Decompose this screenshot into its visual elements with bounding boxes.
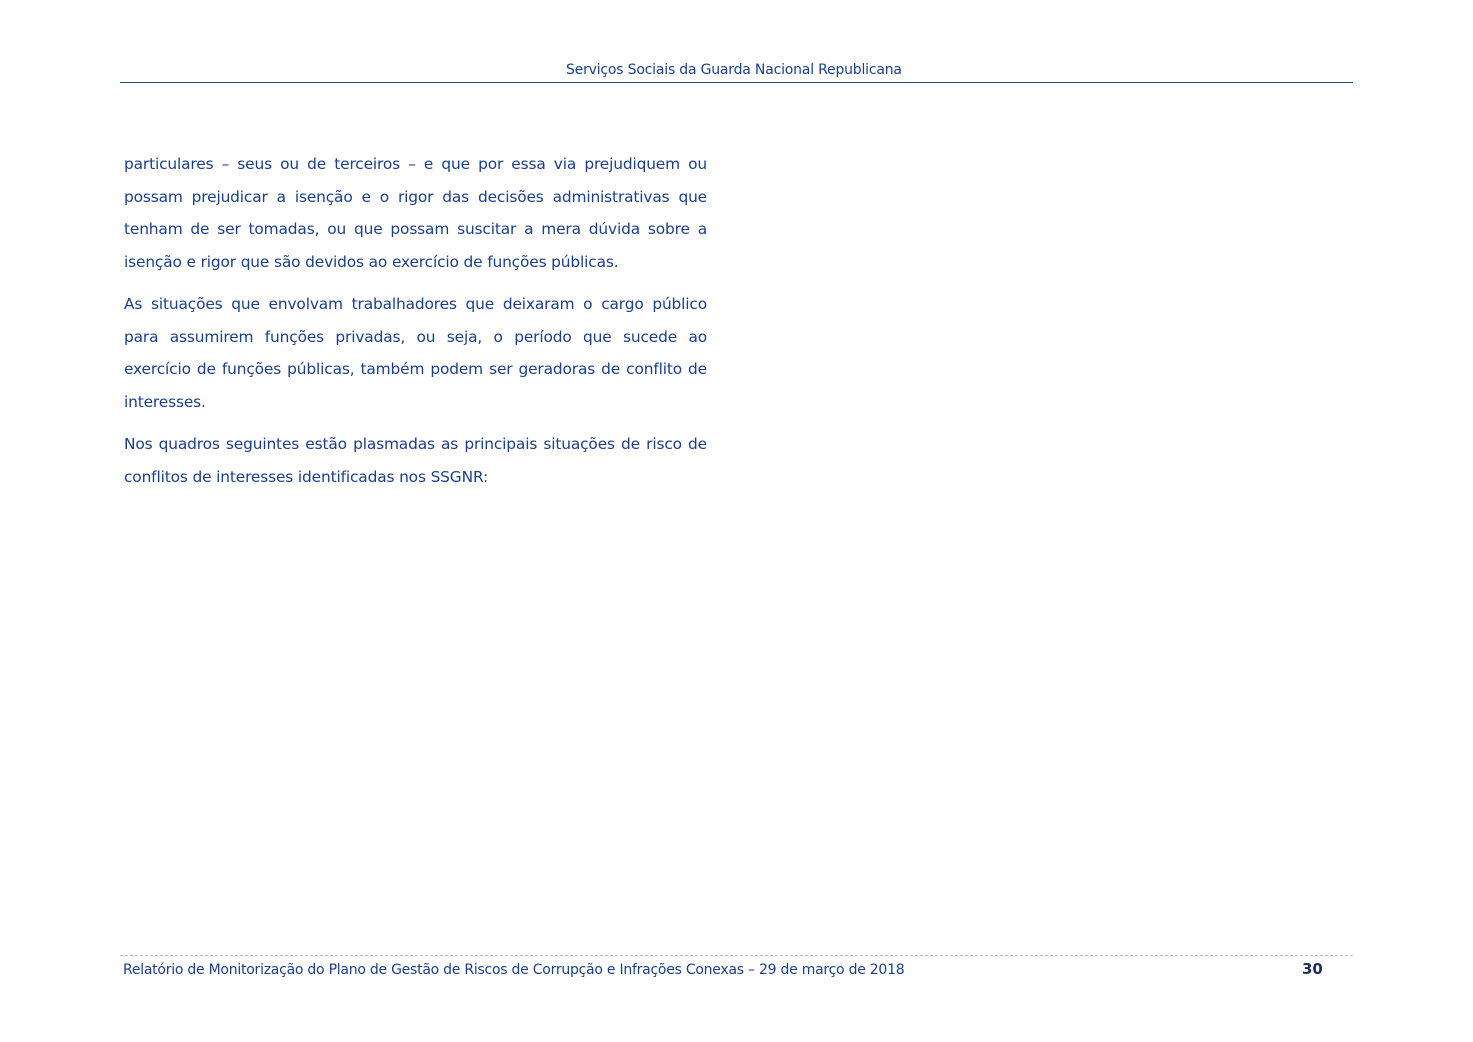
page-header-title: Serviços Sociais da Guarda Nacional Republicana — [566, 62, 902, 78]
paragraph: As situações que envolvam trabalhadores que deixaram o cargo público para assumirem funções privadas, ou seja, o período que sucede ao exercício de funções públicas, também podem ser geradoras de conflito de interesses. — [124, 295, 707, 411]
page-number: 30 — [1302, 960, 1323, 978]
footer-report-title: Relatório de Monitorização do Plano de Gestão de Riscos de Corrupção e Infrações Conexas – 29 de março de 2018 — [123, 962, 905, 978]
paragraph: Nos quadros seguintes estão plasmadas as principais situações de risco de conflitos de interesses identificadas nos SSGNR: — [124, 435, 707, 486]
footer-divider — [120, 955, 1353, 956]
paragraph: particulares – seus ou de terceiros – e que por essa via prejudiquem ou possam prejudicar a isenção e o rigor das decisões administrativas que tenham de ser tomadas, ou que possam suscitar a mera dúvida sobre a isenção e rigor que são devidos ao exercício de funções públicas. — [124, 155, 707, 271]
header-divider — [120, 82, 1353, 83]
body-text — [124, 148, 707, 503]
